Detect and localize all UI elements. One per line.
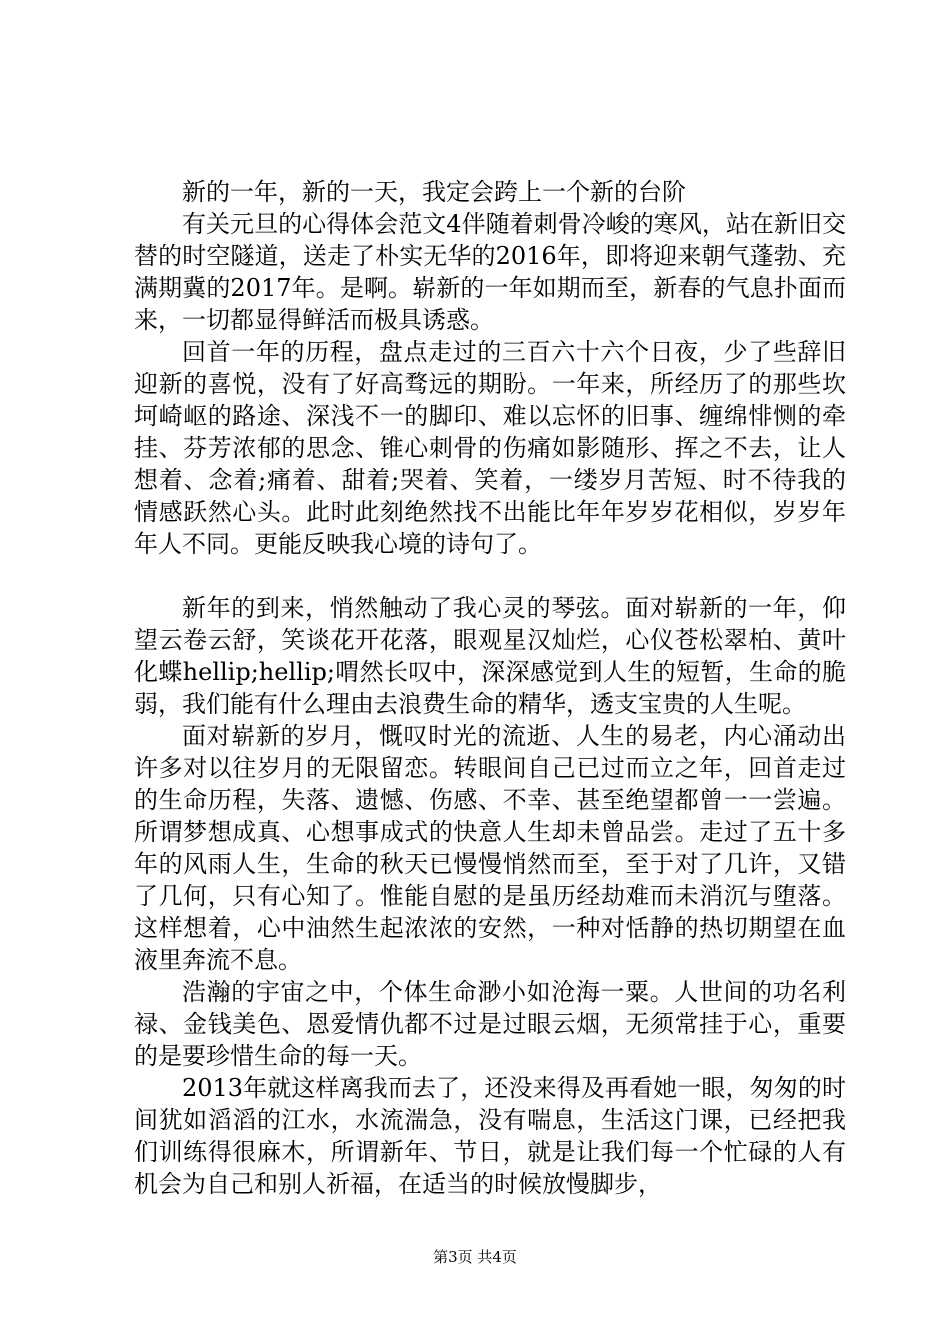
paragraph: 回首一年的历程，盘点走过的三百六十六个日夜，少了些辞旧迎新的喜悦，没有了好高骛远的期盼。一年来，所经历了的那些坎坷崎岖的路途、深浅不一的脚印、难以忘怀的旧事、缠绵悱恻的牵挂、芬芳浓郁的思念、锥心刺骨的伤痛如影随形、挥之不去，让人想着、念着;痛着、甜着;哭着、笑着，一缕岁月苦短、时不待我的情感跃然心头。此时此刻绝然找不出能比年年岁岁花相似，岁岁年年人不同。更能反映我心境的诗句了。 [134, 338, 846, 558]
paragraph-gap [134, 560, 846, 592]
page-number-footer: 第3页 共4页 [433, 1248, 517, 1266]
paragraph: 2013年就这样离我而去了，还没来得及再看她一眼，匆匆的时间犹如滔滔的江水，水流湍急，没有喘息，生活这门课，已经把我们训练得很麻木，所谓新年、节日，就是让我们每一个忙碌的人有机会为自己和别人祈福，在适当的时候放慢脚步， [134, 1074, 846, 1198]
paragraph: 新年的到来，悄然触动了我心灵的琴弦。面对崭新的一年，仰望云卷云舒，笑谈花开花落，眼观星汉灿烂，心仪苍松翠柏、黄叶化蝶hellip;hellip;喟然长叹中，深深感觉到人生的短暂，生命的脆弱，我们能有什么理由去浪费生命的精华，透支宝贵的人生呢。 [134, 594, 846, 718]
paragraph-heading-line: 新的一年，新的一天，我定会跨上一个新的台阶 [182, 178, 686, 206]
paragraph: 有关元旦的心得体会范文4伴随着刺骨冷峻的寒风，站在新旧交替的时空隧道，送走了朴实无华的2016年，即将迎来朝气蓬勃、充满期冀的2017年。是啊。崭新的一年如期而至，新春的气息扑面而来，一切都显得鲜活而极具诱惑。 [134, 210, 846, 334]
paragraph: 浩瀚的宇宙之中，个体生命渺小如沧海一粟。人世间的功名利禄、金钱美色、恩爱情仇都不过是过眼云烟，无须常挂于心，重要的是要珍惜生命的每一天。 [134, 978, 846, 1070]
paragraph: 面对崭新的岁月，慨叹时光的流逝、人生的易老，内心涌动出许多对以往岁月的无限留恋。转眼间自己已过而立之年，回首走过的生命历程，失落、遗憾、伤感、不幸、甚至绝望都曾一一尝遍。所谓梦想成真、心想事成式的快意人生却未曾品尝。走过了五十多年的风雨人生，生命的秋天已慢慢悄然而至，至于对了几许，又错了几何，只有心知了。惟能自慰的是虽历经劫难而未消沉与堕落。这样想着，心中油然生起浓浓的安然，一种对恬静的热切期望在血液里奔流不息。 [134, 722, 846, 974]
document-body [134, 176, 846, 1200]
